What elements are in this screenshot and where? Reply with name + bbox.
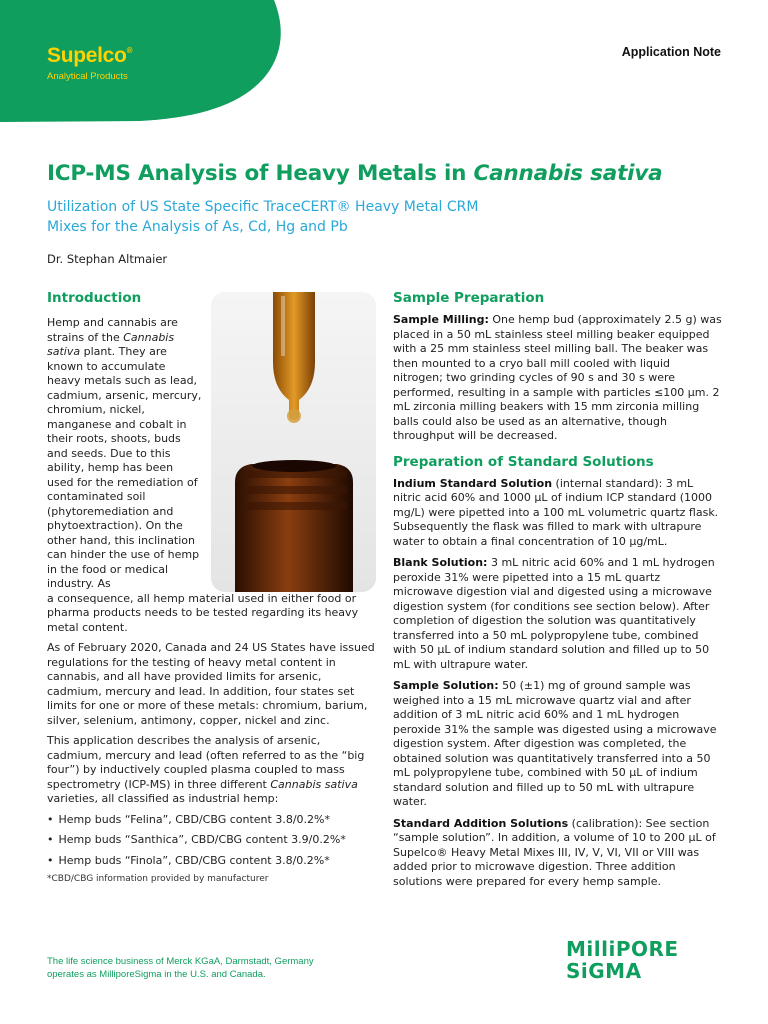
brand-name: Supelco (47, 44, 127, 67)
intro-paragraph-3: This application describes the analysis of arsenic, cadmium, mercury and lead (often referred to as the “big four”) by inductively coupled plasma coupled to mass spectrometry (ICP-MS) in three different Cannabis sativa varieties, all classified as industrial hemp: (47, 734, 365, 805)
milliporesigma-logo (566, 937, 724, 981)
list-item: • Hemp buds “Santhica”, CBD/CBG content 3.9/0.2%* (47, 833, 377, 848)
svg-text:MilliPORE: MilliPORE (566, 937, 679, 961)
brand-subtitle: Analytical Products (47, 71, 128, 82)
sample-milling-paragraph: Sample Milling: One hemp bud (approximately 2.5 g) was placed in a 50 mL stainless steel milling beaker equipped with a 25 mm stainless steel milling ball. The beaker was then mounted to a cryo ball mill cooled with liquid nitrogen; two grinding cycles of 90 s and 30 s were performed, resulting in a sample with particles ≤100 µm. 2 mL zirconia milling beakers with 15 mm zirconia milling balls could also be used as an alternative, though throughput will be decreased. (393, 313, 722, 442)
intro-paragraph-2: As of February 2020, Canada and 24 US States have issued regulations for the testing of heavy metal content in cannabis, and all have provided limits for arsenic, cadmium, mercury and lead. In addition, four states set limits for one or more of these metals: chromium, barium, silver, selenium, antimony, copper, nickel and zinc. (47, 641, 375, 727)
standard-solutions-heading: Preparation of Standard Solutions (393, 453, 654, 470)
header-green-shape (0, 0, 285, 122)
intro-paragraph-1: Hemp and cannabis are strains of the Cannabis sativa plant. They are known to accumulate heavy metals such as lead, cadmium, arsenic, mercury, chromium, nickel, manganese and cobalt in their roots, shoots, buds and seeds. Due to this ability, hemp has been used for the remediation of contaminated soil (phytoremediation and phytoextraction). On the other hand, this inclination can hinder the use of hemp in the food or medical industry. As (47, 316, 202, 590)
standard-addition-paragraph: Standard Addition Solutions (calibration): See section “sample solution”. In addition, a volume of 10 to 200 µL of Supelco® Heavy Metal Mixes III, IV, V, VI, VII or VIII was added prior to microwave digestion. Three addition solutions were prepared for every hemp sample. (393, 816, 716, 888)
footnote: *CBD/CBG information provided by manufacturer (47, 874, 269, 884)
footer-statement: The life science business of Merck KGaA, Darmstadt, Germany operates as MilliporeSigma in the U.S. and Canada. (47, 956, 314, 980)
supelco-logo: Supelco® Analytical Products (47, 44, 133, 82)
sample-solution-paragraph: Sample Solution: 50 (±1) mg of ground sample was weighed into a 15 mL microwave quartz vial and after addition of 3 mL nitric acid 60% and 1 mL hydrogen peroxide 31% the sample was digested using a microwave digestion system. After digestion was completed, the obtained solution was quantitatively transferred into a 50 mL polypropylene tube, combined with 50 µL of indium standard solution and filled up to 50 mL with ultrapure water. (393, 679, 717, 808)
introduction-section (47, 290, 377, 884)
blank-solution-paragraph: Blank Solution: 3 mL nitric acid 60% and 1 mL hydrogen peroxide 31% were pipetted into a 15 mL quartz microwave digestion vial and digested using a microwave digestion system (for conditions see section below). After completion of digestion the solution was quantitatively transferred into a 50 mL polypropylene tube, combined with 50 µL of indium standard solution and filled up to 50 mL with ultrapure water. (393, 556, 715, 671)
author: Dr. Stephan Altmaier (47, 252, 168, 266)
hemp-varieties-list (47, 813, 377, 869)
indium-standard-paragraph: Indium Standard Solution (internal standard): 3 mL nitric acid 60% and 1000 µL of indium ICP standard (1000 mg/L) were pipetted into a 100 mL volumetric quartz flask. Subsequently the flask was filled to mark with ultrapure water to obtain a final concentration of 10 µg/mL. (393, 476, 719, 548)
page-subtitle: Utilization of US State Specific TraceCERT® Heavy Metal CRM Mixes for the Analysis of As, Cd, Hg and Pb (47, 199, 479, 235)
sample-preparation-heading: Sample Preparation (393, 290, 545, 306)
svg-text:SiGMA: SiGMA (566, 959, 642, 981)
list-item: • Hemp buds “Felina”, CBD/CBG content 3.8/0.2%* (47, 813, 377, 828)
methods-section (393, 290, 723, 896)
introduction-heading: Introduction (47, 290, 142, 306)
intro-paragraph-1-continued: a consequence, all hemp material used in either food or pharma products needs to be tested regarding its heavy metal content. (47, 591, 359, 634)
document-type: Application Note (621, 45, 721, 59)
page-title: ICP-MS Analysis of Heavy Metals in Cannabis sativa (47, 161, 663, 186)
list-item: • Hemp buds “Finola”, CBD/CBG content 3.8/0.2%* (47, 854, 377, 869)
